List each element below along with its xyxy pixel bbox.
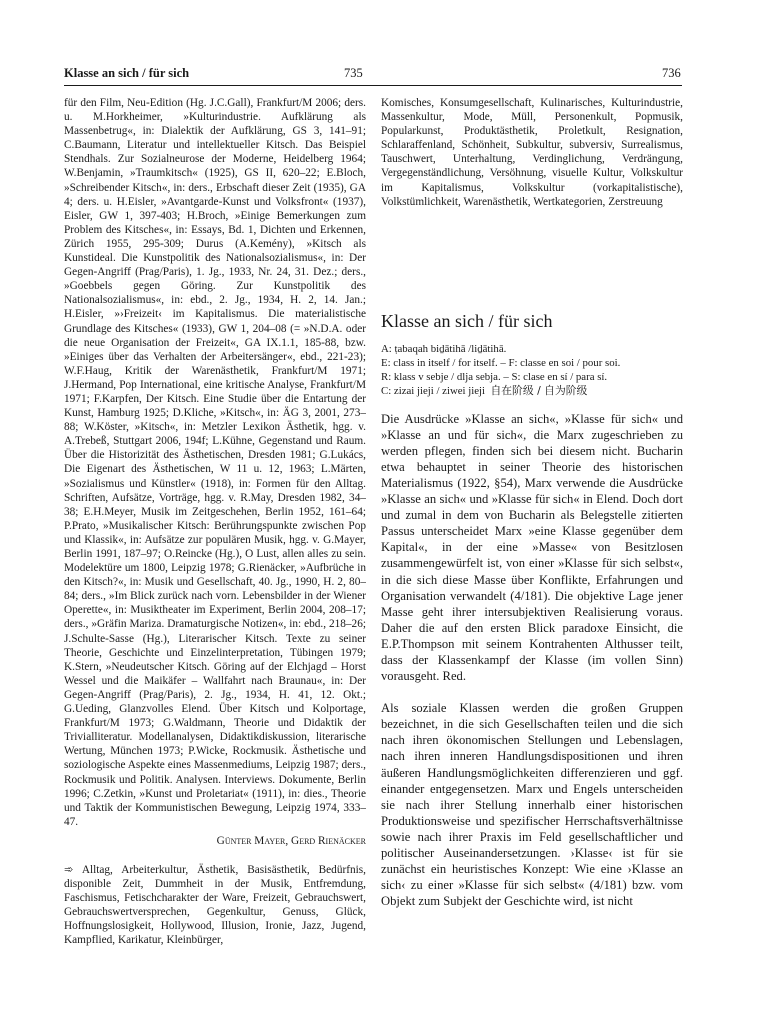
cross-reference-arrow-icon: ➾ <box>64 862 74 876</box>
page-number-left: 735 <box>344 66 363 80</box>
translation-english-french: E: class in itself / for itself. – F: classe en soi / pour soi. <box>381 356 621 369</box>
header-rule <box>64 85 682 86</box>
bibliography-text: für den Film, Neu-Edition (Hg. J.C.Gall), Frankfurt/M 2006; ders. u. M.Horkheimer, »Kulturindustrie. Aufklärung als Massenbetrug«, in: Dialektik der Aufklärung, GS 3, 141–91; C.Baumann, Literatur und intellektueller Kitsch. Das Beispiel Stendhals. Zur Sozialneurose der Moderne, Heidelberg 1964; W.Benjamin, »Traumkitsch« (1925), GS II, 620–22; E.Bloch, »Schreibender Kitsch«, in: ders., Erbschaft dieser Zeit (1935), GA 4; ders. u. H.Eisler, »Avantgarde-Kunst und Volksfront« (1937), Eisler, GW 1, 397-403; H.Broch, »Einige Bemerkungen zum Problem des Kitsches«, in: Essays, Bd. 1, Dichten und Erkennen, Zürich 1955, 295-309; Durus (A.Kemény), »Kitsch als Kunstideal. Die Kunstpolitik des Nationalsozialismus«, in: Der Gegen-Angriff (Prag/Paris), 1. Jg., 1933, Nr. 24, 31. Dez.; ders., »Goebbels gegen Göring. Zur Kunstpolitik des Nationalsozialismus«, in: ebd., 2. Jg., 1934, H. 2, 14. Jan.; H.Eisler, »›Freizeit‹ im Kapitalismus. Die materialistische Grundlage des Kitsches« (1933), GW 1, 204–08 (= »N.D.A. oder die neue Organisation der Freizeit«, GA IX.1.1, 185-88, bzw. »Einiges über das Verhalten der Arbeitersänger«, ebd., 221-23); W.F.Haug, Kritik der Warenästhetik, Frankfurt/M 1971; J.Hermand, Pop International, eine kritische Analyse, Frankfurt/M 1971; F.Karpfen, Der Kitsch. Eine Studie über die Entartung der Kunst, Hamburg 1925; D.Kliche, »Kitsch«, in: ÄG 3, 2001, 273–88; W.Köster, »Kitsch«, in: Metzler Lexikon Ästhetik, hgg. v. A.Trebeß, Stuttgart 2006, 194f; L.Kühne, Gegenstand und Raum. Über die Historizität des Ästhetischen, Dresden 1981; G.Lukács, Die Eigenart des Ästhetischen, W 11 u. 12, 1963; L.Märten, »Sozialismus und Künstler« (1918), in: Formen für den Alltag. Schriften, Aufsätze, Vorträge, hgg. v. R.May, Dresden 1982, 34–38; E.H.Meyer, Musik im Zeitgeschehen, Berlin 1952, 161–64; P.Prato, »Musikalischer Kitsch: Berührungspunkte zwischen Pop und Klassik«, in: Aufsätze zur populären Musik, hgg. v. G.Mayer, Berlin 1991, 187–97; O.Reincke (Hg.), O Lust, allen alles zu sein. Modelektüre um 1800, Leipzig 1978; G.Rienäcker, »Aufbrüche in den Kitsch?«, in: Musik und Gesellschaft, 40. Jg., 1990, H. 2, 80–84; ders., »Im Blick zurück nach vorn. Lebensbilder in der Wiener Operette«, in: Musiktheater im Experiment, Berlin 2004, 208–17; ders., »Gräfin Mariza. Dramaturgische Notizen«, in: ebd., 218–26; J.Schulte-Sasse (Hg.), Literarischer Kitsch. Texte zu seiner Theorie, Geschichte und Einzelinterpretation, Tübingen 1979; K.Stern, »Neudeutscher Kitsch. Göring auf der Elchjagd – Horst Wessel und die Maikäfer – Wallfahrt nach Braunau«, in: Der Gegen-Angriff (Prag/Paris), 2. Jg., 1934, H. 41, 12. Okt.; G.Ueding, Glanzvolles Elend. Über Kitsch und Kolportage, Frankfurt/M 1973; G.Waldmann, Theorie und Didaktik der Trivialliteratur. Modellanalysen, Didaktikdiskussion, literarische Wertung, München 1973; P.Wicke, Rockmusik. Ästhetische und soziologische Aspekte eines Massenmediums, Leipzig 1987; ders., Rockmusik und Politik. Analysen. Interviews. Dokumente, Berlin 1996; C.Zetkin, »Kunst und Proletariat« (1911), in: dies., Theorie und Taktik der Kommunistischen Bewegung, Leipzig 1974, 333–47. <box>64 97 366 828</box>
translation-chinese-pinyin: C: zizai jieji / ziwei jieji <box>381 385 486 398</box>
intro-paragraph: Die Ausdrücke »Klasse an sich«, »Klasse für sich« und »Klasse an und für sich«, die Marx zugeschrieben zu werden pflegen, finden sich bei diesem nicht. Bucharin etwa behauptet in seiner Theorie des historischen Materialismus (1922, §54), Marx verwende die Ausdrücke »Klasse an sich« und »Klasse für sich« in Elend. Doch dort und zumal in dem von Bucharin als Belegstelle zitierten Passus unterscheidet Marx »eine Klasse gegenüber dem Kapital«, in der eine »Masse« von Besitzlosen zusammengewürfelt ist, von einer »Klasse für sich selbst«, in die sich diese Masse über Konflikte, Erfahrungen und Organisation verwandelt (4/181). Die objektive Lage jener Masse geht ihrer intersubjektiven Realisierung voraus. Daher die auf den ersten Blick paradoxe Einsicht, die E.P.Thompson mit seinem Kontrahenten Althusser teilt, dass der Klassenkampf der Klasse (im vollen Sinn) vorausgeht. Red. <box>381 411 683 684</box>
translation-russian-spanish: R: klass v sebje / dlja sebja. – S: clase en sí / para sí. <box>381 371 608 384</box>
translation-chinese-characters: 自在阶级 / 自为阶级 <box>490 384 588 398</box>
cross-reference-list: Alltag, Arbeiterkultur, Ästhetik, Basisästhetik, Bedürfnis, disponible Zeit, Dummheit in der Musik, Entfremdung, Faschismus, Fetischcharakter der Ware, Freizeit, Gebrauchswert, Gebrauchswertversprechen, Gegenkultur, Genuss, Glück, Hoffnungslosigkeit, Hollywood, Illusion, Ironie, Jazz, Jugend, Kampflied, Karikatur, Kleinbürger, <box>64 863 366 947</box>
author-signature: Günter Mayer, Gerd Rienäcker <box>216 834 366 847</box>
right-column <box>381 96 683 1016</box>
translation-chinese <box>381 384 683 398</box>
body-paragraph: Als soziale Klassen werden die großen Gruppen bezeichnet, in die sich Gesellschaften teilen und die sich nach ihren ökonomischen Stellungen und Lebenslagen, nach ihren inneren Handlungsdispositionen und ihren äußeren Handlungsmöglichkeiten differenzieren und ggf. einander entgegensetzen. Marx und Engels unterscheiden sie nach ihrer Stellung innerhalb einer historischen Produktionsweise und spezifischer Herrschaftsverhältnisse sowie nach ihrer Praxis im Feld gesellschaftlicher und politischer Auseinandersetzungen. ›Klasse‹ ist für sie zunächst ein heuristisches Konzept: Wie eine ›Klasse an sich‹ zu einer »Klasse für sich selbst« (4/181) bzw. vom Objekt zum Subjekt der Geschichte wird, ist nicht <box>381 701 683 909</box>
cross-references-start <box>64 863 366 948</box>
cross-references-end: Komisches, Konsumgesellschaft, Kulinarisches, Kulturindustrie, Massenkultur, Mode, Müll, Personenkult, Popmusik, Popularkunst, Produktästhetik, Proletkult, Resignation, Schlaraffenland, Schönheit, Subkultur, subversiv, Surrealismus, Tauschwert, Unterhaltung, Verdinglichung, Verdrängung, Vergegenständlichung, Versöhnung, visuelle Kultur, Volkskultur im Kapitalismus, Volkskultur (vorkapitalistische), Volkstümlichkeit, Warenästhetik, Wertkategorien, Zerstreuung <box>381 97 683 208</box>
left-column <box>64 96 366 1016</box>
page-number-right: 736 <box>662 66 681 80</box>
translation-arabic: A: ṭabaqah biḏātihā /liḏātihā. <box>381 342 507 355</box>
article-title: Klasse an sich / für sich <box>381 310 553 331</box>
running-header-title: Klasse an sich / für sich <box>64 66 190 80</box>
